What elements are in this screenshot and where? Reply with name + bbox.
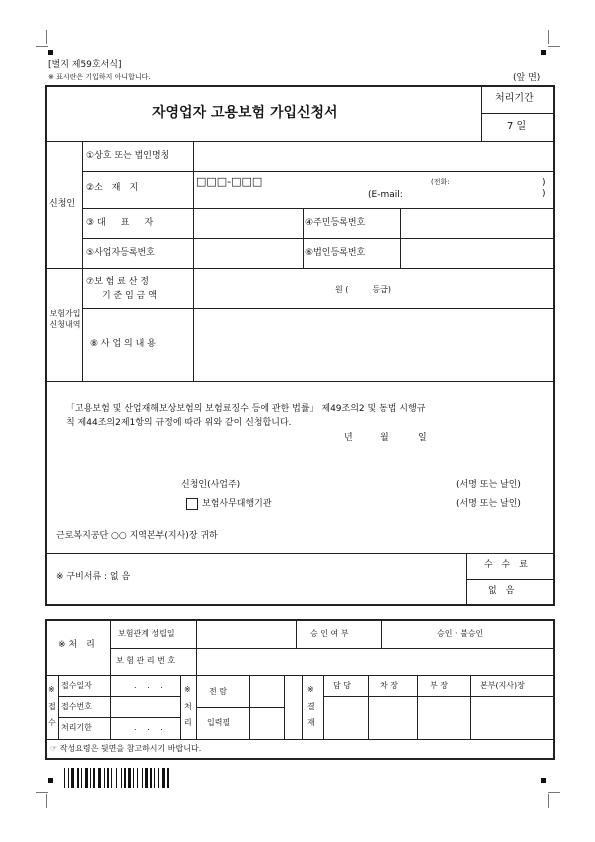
entry-input-label: 입력필: [207, 718, 231, 727]
barcode-bar: [98, 768, 101, 788]
required-documents: ※ 구비서류 : 없 음: [56, 572, 131, 582]
agent-checkbox[interactable]: [186, 498, 198, 510]
approval-label: 승 인 여 부: [310, 629, 349, 638]
representative-label: ③대 표 자: [86, 218, 157, 228]
proc-side-1: ※: [184, 685, 191, 694]
business-content-field[interactable]: [194, 309, 552, 380]
barcode-bar: [104, 768, 105, 788]
management-number-label: 보 험 관 리 번 호: [116, 656, 176, 665]
footer-note: ☞ 작성요령은 뒷면을 참고하시기 바랍니다.: [50, 744, 202, 753]
registration-square: [541, 778, 546, 783]
declaration-line1: 「고용보험 및 산업재해보상보험의 보험료징수 등에 관한 법률」 제49조의2 및 동법 시행규: [66, 404, 426, 414]
corporate-registration-field[interactable]: [401, 239, 552, 267]
page-side: (앞 면): [513, 73, 541, 83]
agent-label: 보험사무대행기관: [202, 499, 272, 509]
crop-mark: [36, 792, 48, 793]
col-staff: 담 당: [333, 681, 351, 690]
postal-code-boxes[interactable]: □□□-□□□: [196, 175, 263, 188]
proc-side-2: 처: [184, 702, 192, 711]
wage-value-unit[interactable]: 원 ( 등급): [335, 285, 391, 294]
approval-side-2: 결: [307, 702, 315, 711]
form-number: [별지 제59호서식]: [48, 60, 122, 70]
signature-placeholder-2[interactable]: (서명 또는 날인): [456, 499, 521, 509]
insurance-section-label: 보험가입신청내역: [49, 309, 81, 329]
business-registration-label: ⑤사업자등록번호: [86, 248, 155, 258]
business-name-label: ①상호 또는 법인명칭: [86, 151, 170, 161]
receipt-side-2: 접: [48, 702, 56, 711]
processing-period-label: 처리기간: [495, 93, 534, 104]
processing-handle-label: ※ 처 리: [58, 640, 95, 650]
receipt-date-label: 접수일자: [61, 681, 92, 690]
date-year: 년: [344, 433, 353, 443]
registration-square: [48, 778, 53, 783]
addressee: 근로복지공단 ○○ 지역본부(지사)장 귀하: [56, 531, 218, 541]
registration-square: [48, 50, 53, 55]
barcode-bar: [90, 768, 91, 788]
date-day: 일: [418, 433, 427, 443]
barcode-bar: [107, 768, 109, 788]
email-close: ): [542, 189, 546, 199]
barcode-bar: [133, 768, 134, 788]
phone-label: (전화:: [431, 178, 450, 186]
proc-side-3: 리: [184, 718, 192, 727]
barcode-bar: [167, 768, 169, 788]
approval-value[interactable]: 승인 · 불승인: [437, 629, 484, 638]
barcode-bar: [71, 768, 74, 788]
registration-square: [541, 50, 546, 55]
form-note: ※ 표시란은 기입하지 아니합니다.: [48, 73, 151, 81]
crop-mark: [548, 30, 549, 44]
col-head: 본부(지사)장: [480, 681, 525, 690]
barcode-bar: [124, 768, 126, 788]
barcode-bar: [111, 768, 112, 788]
business-registration-field[interactable]: [194, 239, 302, 267]
barcode-bar: [128, 768, 131, 788]
date-month: 월: [380, 433, 389, 443]
crop-mark: [548, 794, 549, 808]
barcode-bar: [93, 768, 95, 788]
receipt-date-value[interactable]: . . .: [134, 681, 167, 690]
fee-value: 없 음: [488, 586, 515, 596]
barcode-bar: [77, 768, 79, 788]
crop-mark: [46, 30, 47, 44]
deadline-value[interactable]: . . .: [134, 723, 167, 732]
barcode-bar: [150, 768, 152, 788]
barcode-bar: [158, 768, 159, 788]
barcode: [64, 768, 204, 792]
crop-mark: [36, 46, 48, 47]
barcode-bar: [154, 768, 155, 788]
phone-close: ): [542, 178, 546, 188]
entry-view-label: 전 람: [209, 687, 227, 696]
barcode-bar: [145, 768, 148, 788]
col-director: 부 장: [430, 681, 448, 690]
barcode-bar: [137, 768, 138, 788]
col-chief: 차 장: [380, 681, 398, 690]
barcode-bar: [68, 768, 69, 788]
representative-field[interactable]: [194, 209, 302, 237]
processing-period-value: 7 일: [507, 121, 527, 132]
applicant-section-label: 신청인: [49, 199, 76, 209]
receipt-side-1: ※: [48, 685, 55, 694]
business-content-label: ⑧ 사 업 의 내 용: [90, 339, 156, 349]
address-field[interactable]: [260, 172, 360, 206]
barcode-bar: [81, 768, 82, 788]
email-label: (E-mail:: [368, 190, 403, 200]
form-title: 자영업자 고용보험 가입신청서: [152, 105, 338, 121]
crop-mark: [548, 46, 560, 47]
approval-side-1: ※: [307, 685, 314, 694]
signature-placeholder-1[interactable]: (서명 또는 날인): [456, 480, 521, 490]
approval-side-3: 재: [307, 718, 315, 727]
wage-label-line2: 기 준 임 금 액: [102, 291, 157, 301]
corporate-registration-label: ⑥법인등록번호: [305, 248, 366, 258]
barcode-bar: [162, 768, 165, 788]
crop-mark: [548, 792, 560, 793]
barcode-bar: [142, 768, 143, 788]
resident-number-label: ④주민등록번호: [305, 218, 366, 228]
crop-mark: [46, 794, 47, 808]
receipt-side-3: 수: [48, 718, 56, 727]
barcode-bar: [85, 768, 88, 788]
receipt-number-label: 접수번호: [61, 702, 92, 711]
wage-label-line1: ⑦보 험 료 산 정: [86, 277, 149, 287]
business-name-field[interactable]: [194, 142, 552, 170]
establishment-date-label: 보험관계 성립일: [118, 629, 175, 638]
declaration-line2: 칙 제44조의2제1항의 규정에 따라 위와 같이 신청합니다.: [66, 418, 292, 428]
barcode-bar: [64, 768, 65, 788]
deadline-label: 처리기한: [61, 723, 92, 732]
address-label: ②소 재 지: [86, 183, 139, 193]
barcode-bar: [121, 768, 122, 788]
applicant-signer-label: 신청인(사업주): [181, 480, 241, 490]
fee-label: 수 수 료: [484, 560, 531, 570]
resident-number-field[interactable]: [401, 209, 552, 237]
barcode-bar: [116, 768, 117, 788]
